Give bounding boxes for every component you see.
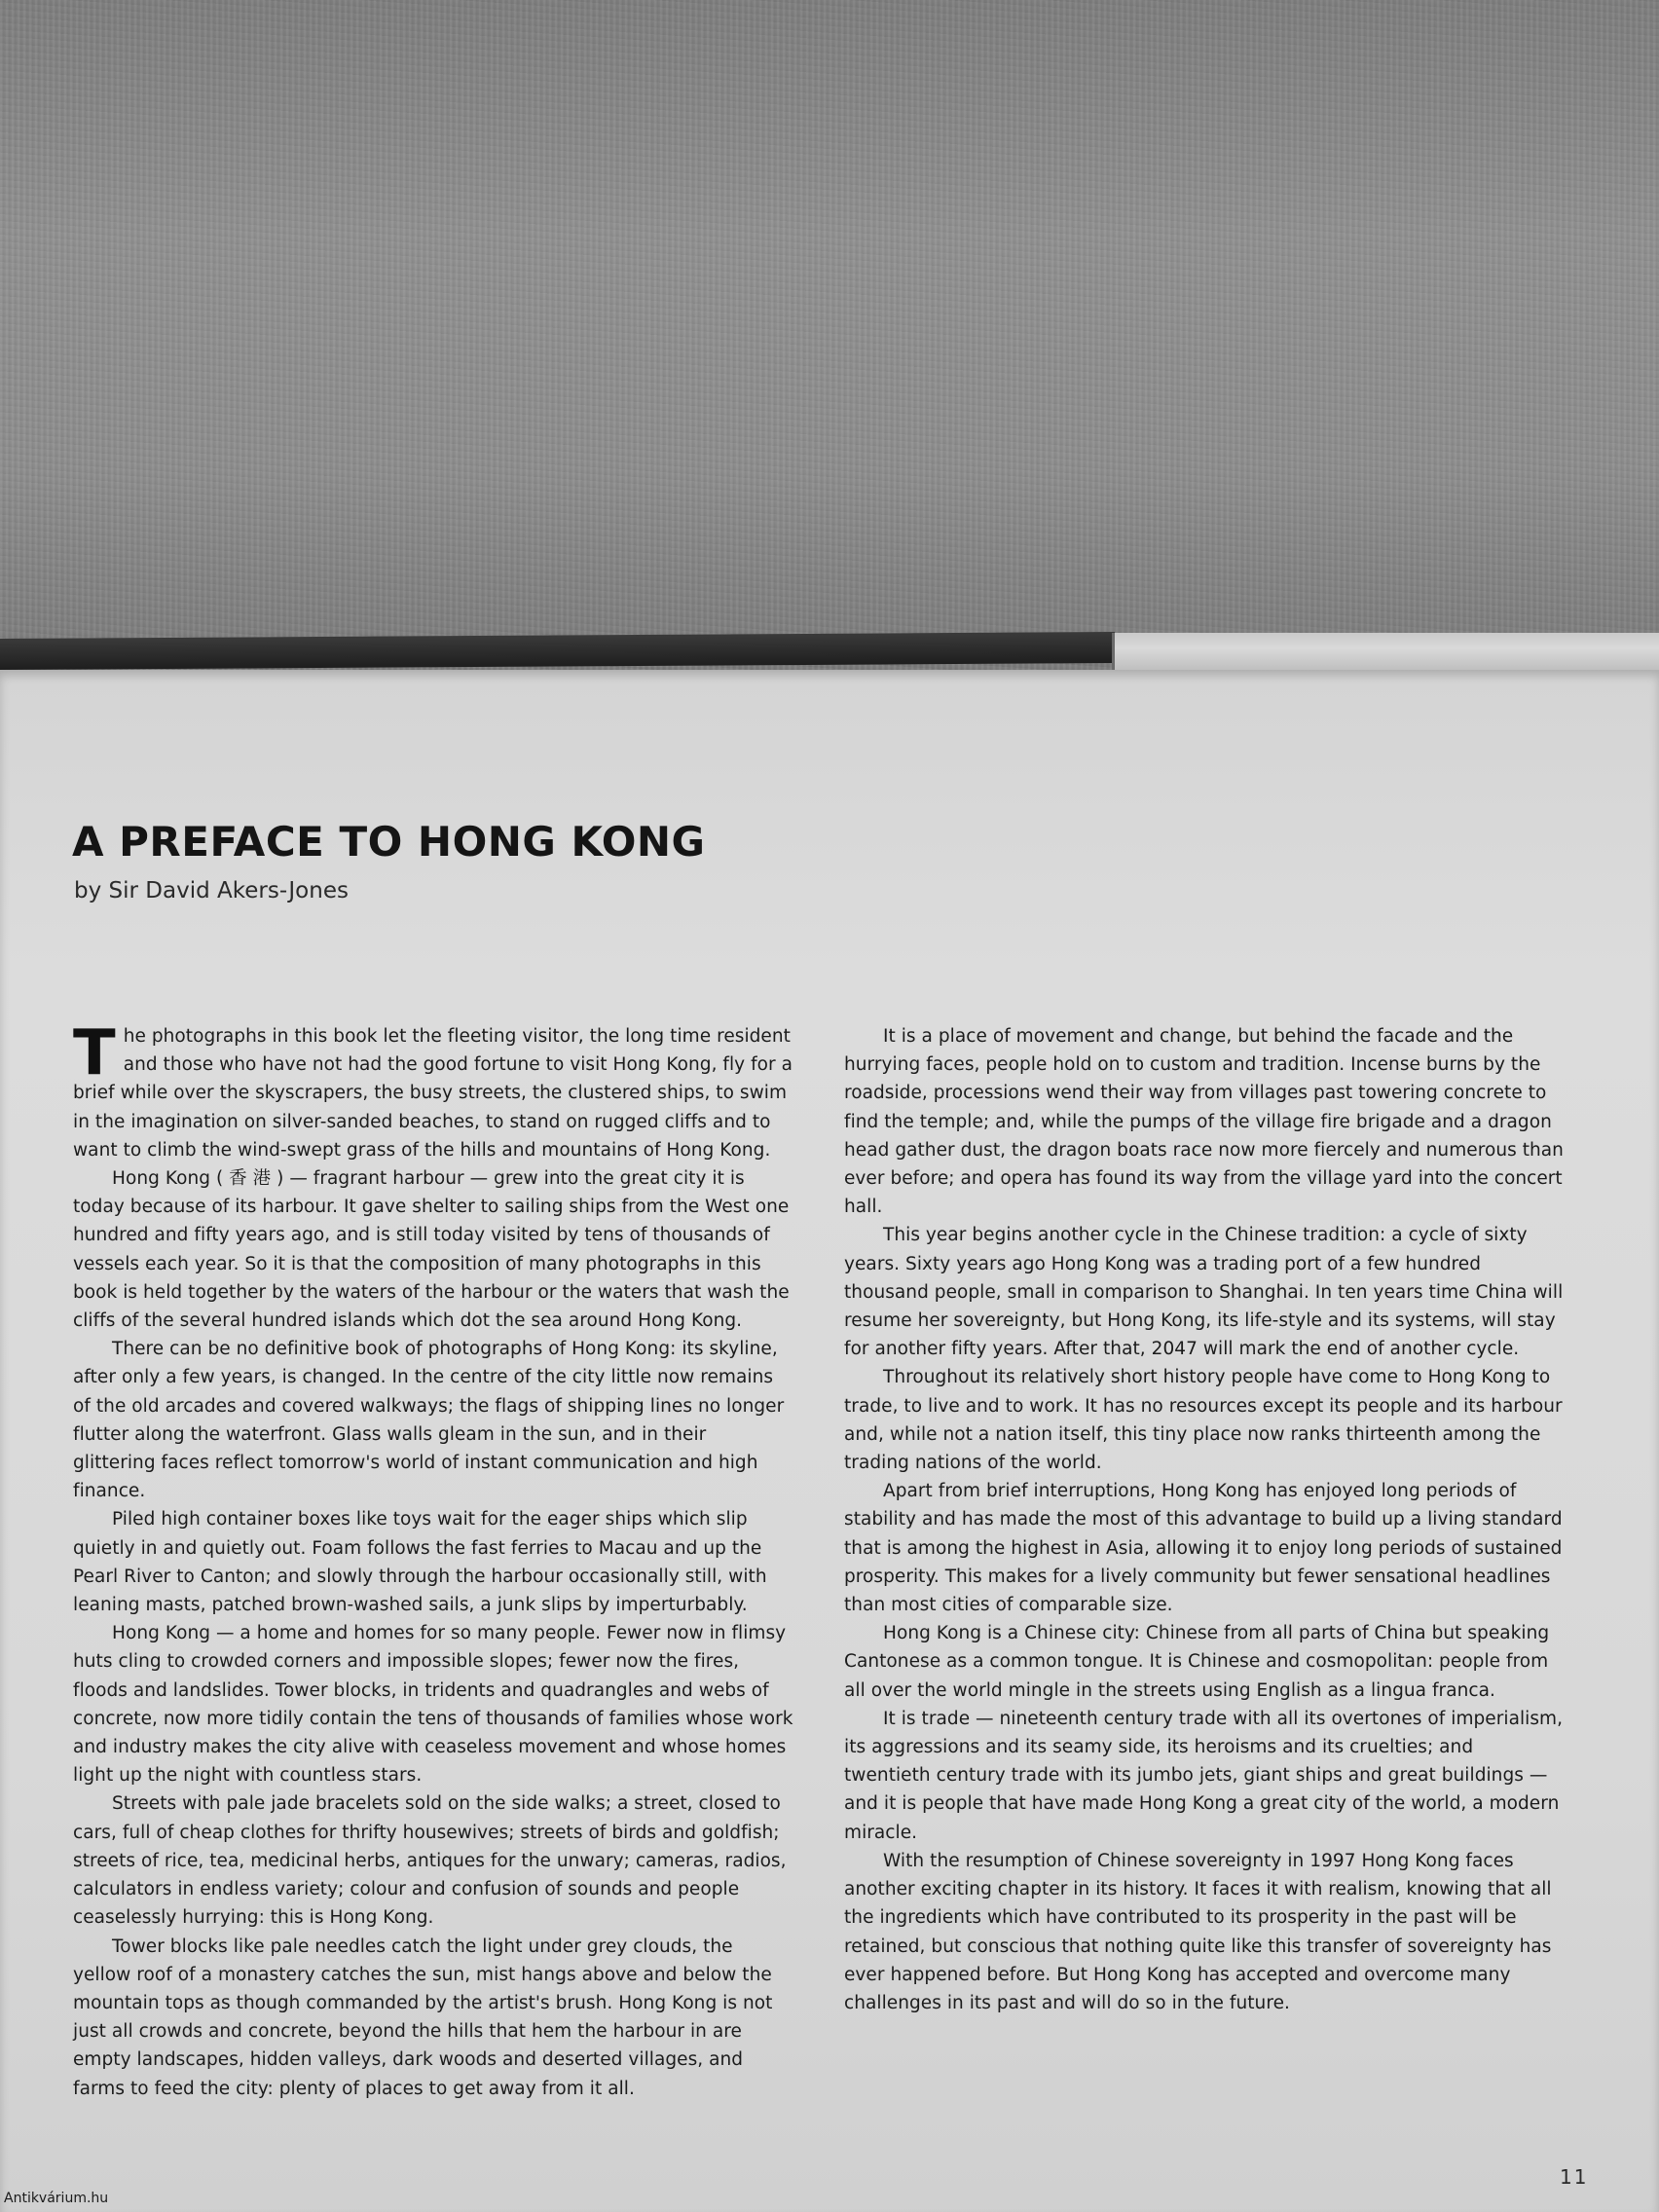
paragraph: With the resumption of Chinese sovereignty in 1997 Hong Kong faces another exciting chapter in its history. It faces it with realism, knowing that all the ingredients which have contributed to its prosperity in the past will be retained, but conscious that nothing quite like this transfer of sovereignty has ever happened before. But Hong Kong has accepted and overcome many challenges in its past and will do so in the future.: [844, 1850, 1552, 2013]
drop-cap: T: [73, 1017, 116, 1089]
paragraph: It is trade — nineteenth century trade with all its overtones of imperialism, its aggressions and its seamy side, its heroisms and its cruelties; and twentieth century trade with its jumbo jets, giant ships and great buildings — and it is people that have made Hong Kong a great city of the world, a modern miracle.: [844, 1708, 1564, 1843]
right-text-column: [844, 1022, 1565, 2017]
paragraph: [73, 1017, 793, 1164]
paragraph: Streets with pale jade bracelets sold on the side walks; a street, closed to cars, full of cheap clothes for thrifty housewives; streets of birds and goldfish; streets of rice, tea, medicinal herbs, antiques for the unwary; cameras, radios, calculators in endless variety; colour and confusion of sounds and people ceaselessly hurrying: this is Hong Kong.: [73, 1793, 787, 1929]
paragraph: Apart from brief interruptions, Hong Kong has enjoyed long periods of stability and has made the most of this advantage to build up a living standard that is among the highest in Asia, allowing it to enjoy long periods of sustained prosperity. This makes for a lively community but fewer sensational headlines than most cities of comparable size.: [844, 1481, 1563, 1616]
paragraph: This year begins another cycle in the Chinese tradition: a cycle of sixty years. Sixty years ago Hong Kong was a trading port of a few hundred thousand people, small in comparison to Shanghai. In ten years time China will resume her sovereignty, but Hong Kong, its life-style and its systems, will stay for another fifty years. After that, 2047 will mark the end of another cycle.: [844, 1225, 1564, 1360]
watermark: Antikvárium.hu: [4, 2191, 109, 2206]
paragraph: Throughout its relatively short history people have come to Hong Kong to trade, to live and to work. It has no resources except its people and its harbour and, while not a nation itself, this tiny place now ranks thirteenth among the trading nations of the world.: [844, 1367, 1563, 1474]
paragraph: Piled high container boxes like toys wait for the eager ships which slip quietly in and quietly out. Foam follows the fast ferries to Macau and up the Pearl River to Canton; and slowly through the harbour occasionally still, with leaning masts, patched brown-washed sails, a junk slips by imperturbably.: [73, 1509, 767, 1616]
paragraph: Hong Kong ( 香 港 ) — fragrant harbour — grew into the great city it is today because of its harbour. It gave shelter to sailing ships from the West one hundred and fifty years ago, and is still today visited by tens of thousands of vessels each year. So it is that the composition of many photographs in this book is held together by the waters of the harbour or the waters that wash the cliffs of the several hundred islands which dot the sea around Hong Kong.: [73, 1168, 790, 1332]
page-title: A PREFACE TO HONG KONG: [72, 818, 706, 866]
paragraph: Tower blocks like pale needles catch the light under grey clouds, the yellow roof of a monastery catches the sun, mist hangs above and below the mountain tops as though commanded by the artist's brush. Hong Kong is not just all crowds and concrete, beyond the hills that hem the harbour in are empty landscapes, hidden valleys, dark woods and deserted villages, and farms to feed the city: plenty of places to get away from it all.: [73, 1936, 773, 2099]
paragraph: It is a place of movement and change, but behind the facade and the hurrying faces, people hold on to custom and tradition. Incense burns by the roadside, processions wend their way from villages past towering concrete to find the temple; and, while the pumps of the village fire brigade and a dragon head gather dust, the dragon boats race now more fiercely and numerous than ever before; and opera has found its way from the village yard into the concert hall.: [844, 1026, 1564, 1218]
table-surface: [0, 0, 1659, 672]
paragraph: There can be no definitive book of photographs of Hong Kong: its skyline, after only a few years, is changed. In the centre of the city little now remains of the old arcades and covered walkways; the flags of shipping lines no longer flutter along the waterfront. Glass walls gleam in the sun, and in their glittering faces reflect tomorrow's world of instant communication and high finance.: [73, 1339, 785, 1502]
page-number: 11: [1560, 2165, 1589, 2189]
paragraph: Hong Kong — a home and homes for so many people. Fewer now in flimsy huts cling to crowded corners and impossible slopes; fewer now the fires, floods and landslides. Tower blocks, in tridents and quadrangles and webs of concrete, now more tidily contain the tens of thousands of families whose work and industry makes the city alive with ceaseless movement and whose homes light up the night with countless stars.: [73, 1623, 793, 1787]
paragraph: Hong Kong is a Chinese city: Chinese from all parts of China but speaking Cantonese as a common tongue. It is Chinese and cosmopolitan: people from all over the world mingle in the streets using English as a lingua franca.: [844, 1623, 1550, 1701]
left-text-column: [73, 1017, 793, 2103]
author-byline: by Sir David Akers-Jones: [74, 878, 349, 903]
paragraph-text: he photographs in this book let the fleeting visitor, the long time resident and those who have not had the good fortune to visit Hong Kong, fly for a brief while over the skyscrapers, the busy streets, the clustered ships, to swim in the imagination on silver-sanded beaches, to stand on rugged cliffs and to want to climb the wind-swept grass of the hills and mountains of Hong Kong.: [73, 1026, 793, 1161]
dust-jacket-edge: [1112, 633, 1659, 672]
